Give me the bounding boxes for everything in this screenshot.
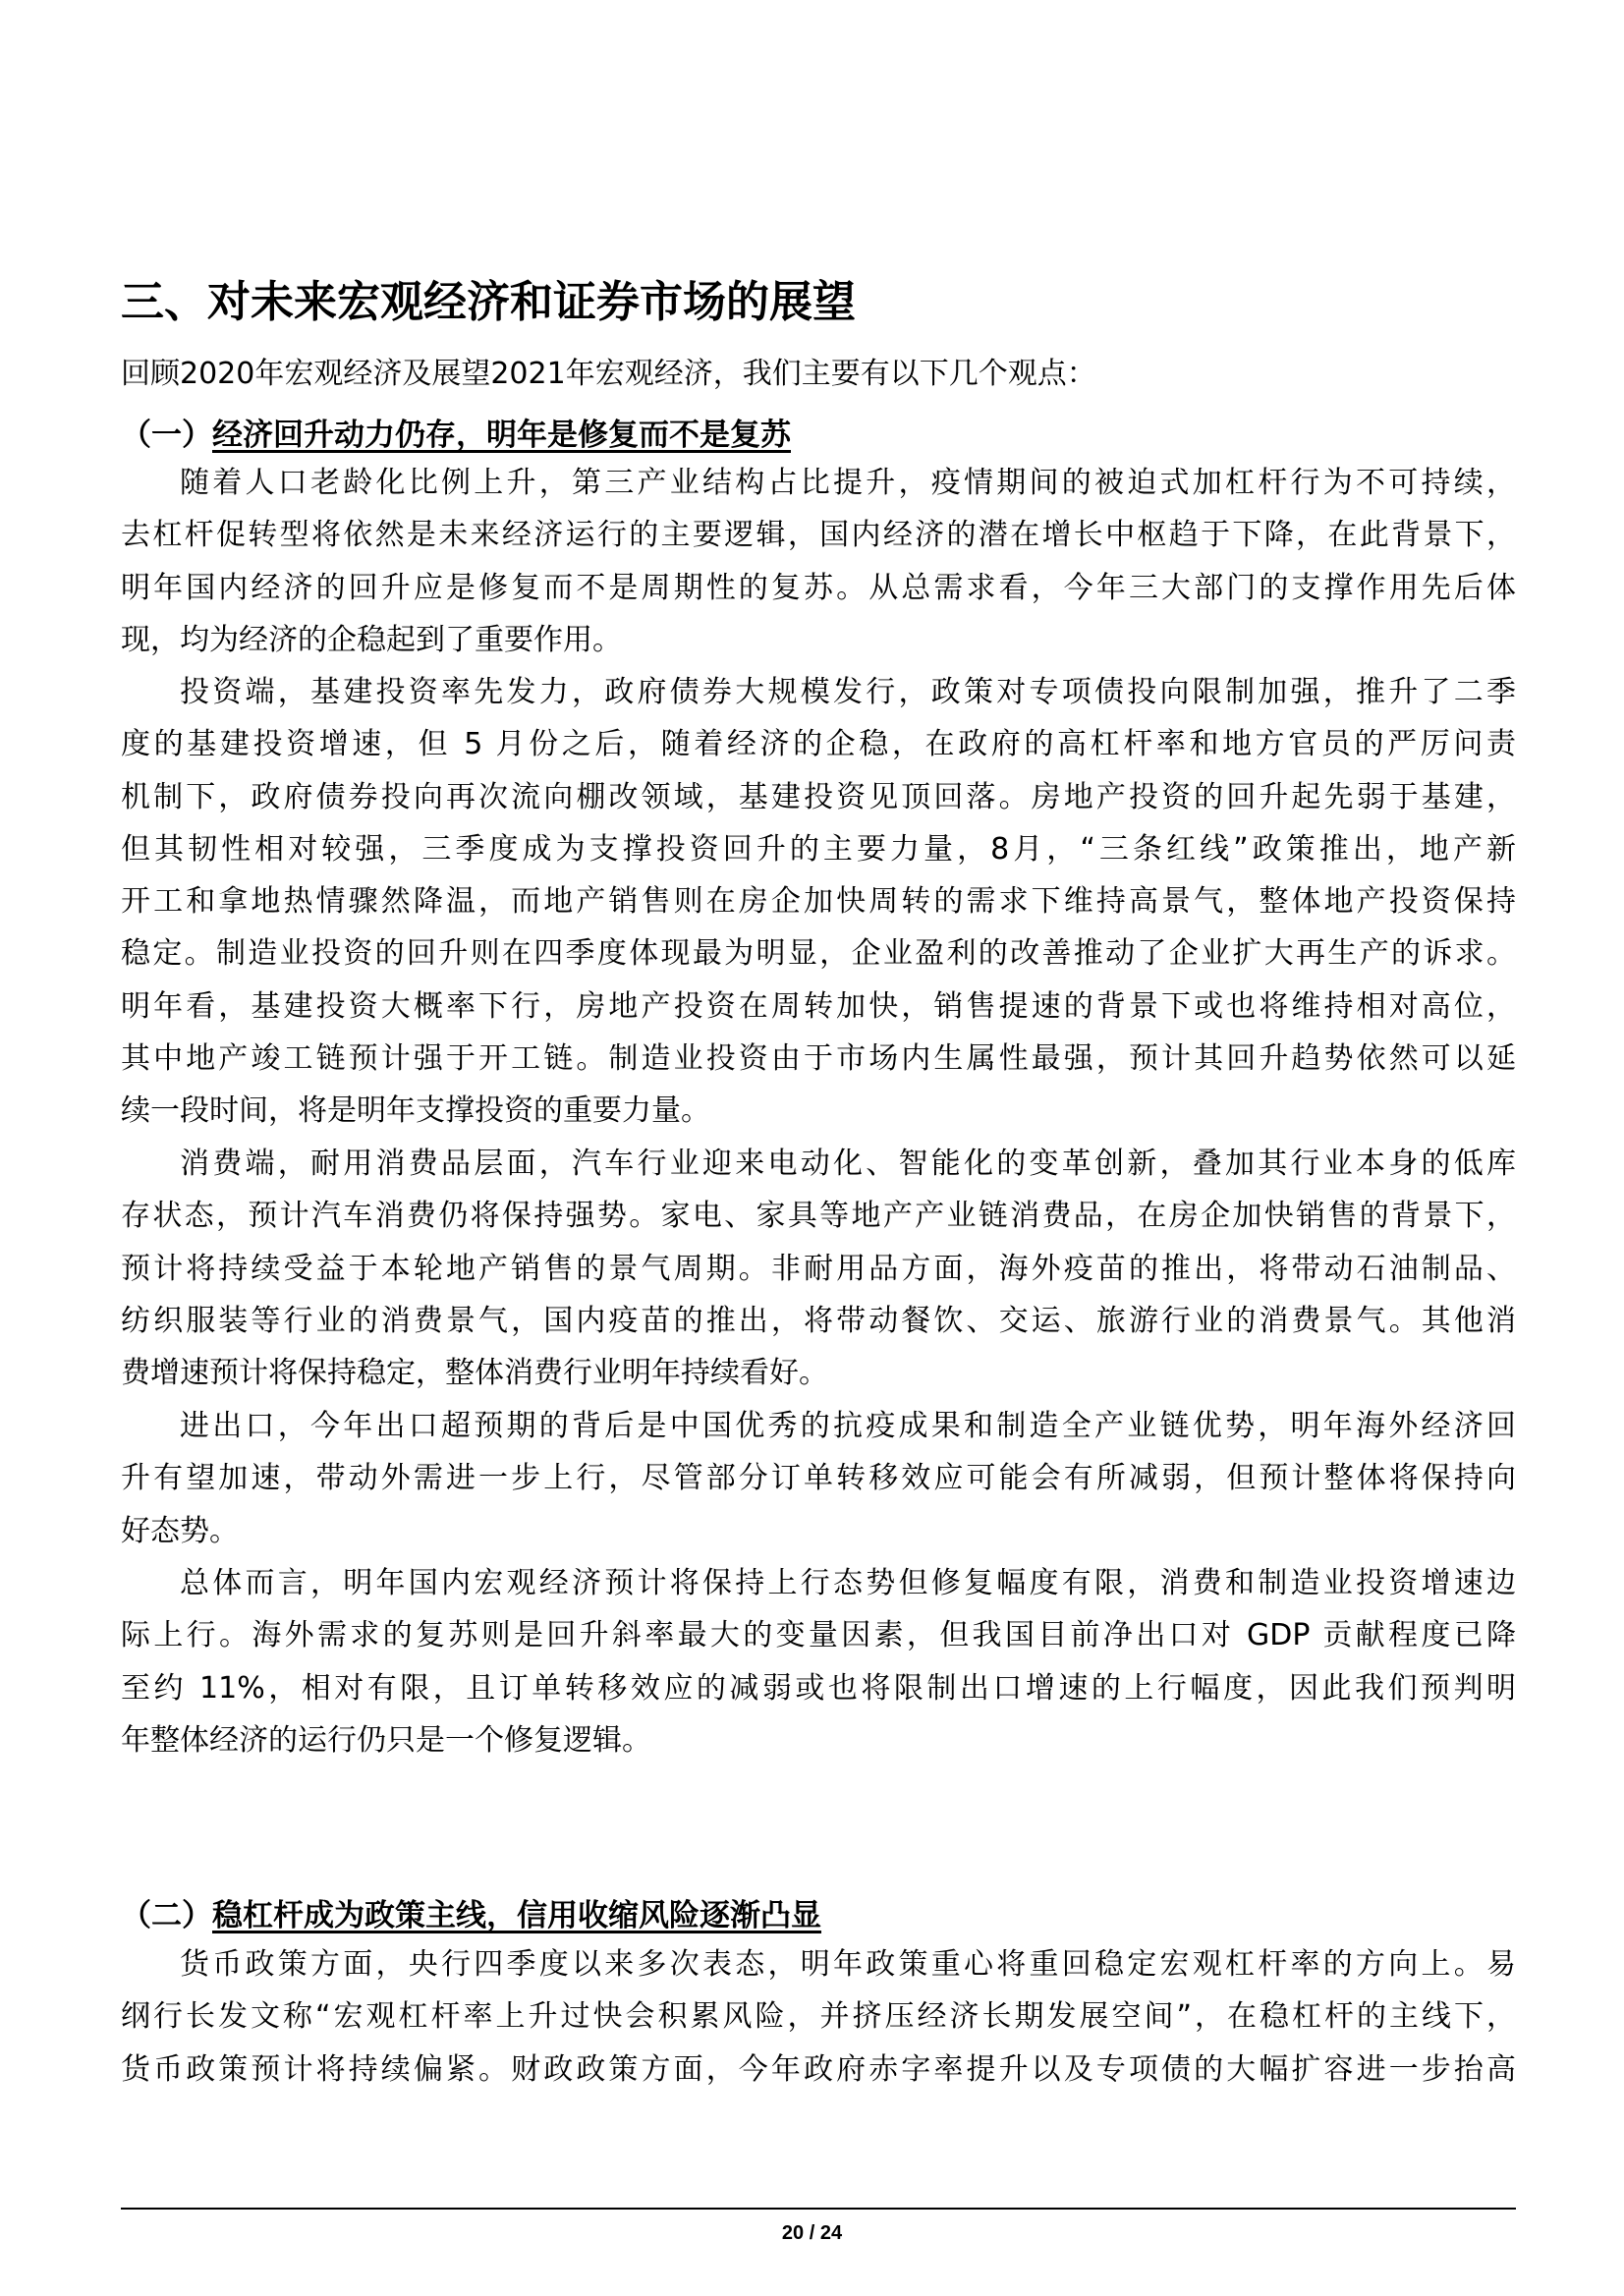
section-title: 三、对未来宏观经济和证券市场的展望 [121,277,856,327]
paragraph-line: 总体而言，明年国内宏观经济预计将保持上行态势但修复幅度有限，消费和制造业投资增速边 [180,1566,1516,1600]
paragraph-line: 现，均为经济的企稳起到了重要作用。 [121,622,622,657]
footer-divider [121,2208,1516,2210]
subsection-number: （一） [121,418,212,453]
paragraph-line: 货币政策方面，央行四季度以来多次表态，明年政策重心将重回稳定宏观杠杆率的方向上。易 [180,1947,1516,1982]
paragraph-line: 纲行长发文称“宏观杠杆率上升过快会积累风险，并挤压经济长期发展空间”，在稳杠杆的主线下， [121,1999,1516,2035]
paragraph-line: 去杠杆促转型将依然是未来经济运行的主要逻辑，国内经济的潜在增长中枢趋于下降，在此背景下， [121,518,1516,553]
paragraph-line: 续一段时间，将是明年支撑投资的重要力量。 [121,1093,710,1129]
paragraph-line: 年整体经济的运行仍只是一个修复逻辑。 [121,1722,651,1758]
subsection-title: 稳杠杆成为政策主线，信用收缩风险逐渐凸显 [212,1898,821,1933]
paragraph-line: 际上行。海外需求的复苏则是回升斜率最大的变量因素，但我国目前净出口对 GDP 贡献程度已降 [121,1618,1516,1653]
paragraph-line: 至约 11%，相对有限，且订单转移效应的减弱或也将限制出口增速的上行幅度，因此我们预判明 [121,1670,1516,1706]
subsection-number: （二） [121,1898,212,1933]
paragraph-line: 货币政策预计将持续偏紧。财政政策方面，今年政府赤字率提升以及专项债的大幅扩容进一步抬高 [121,2051,1516,2087]
paragraph-line: 明年看，基建投资大概率下行，房地产投资在周转加快，销售提速的背景下或也将维持相对高位， [121,988,1516,1024]
paragraph-1 [121,457,1516,666]
paragraph-5 [121,1557,1516,1766]
paragraph-line: 费增速预计将保持稳定，整体消费行业明年持续看好。 [121,1356,828,1391]
paragraph-4 [121,1400,1516,1557]
paragraph-line: 投资端，基建投资率先发力，政府债券大规模发行，政策对专项债投向限制加强，推升了二季 [180,675,1516,709]
paragraph-line: 升有望加速，带动外需进一步上行，尽管部分订单转移效应可能会有所减弱，但预计整体将保持向 [121,1461,1516,1496]
paragraph-2 [121,666,1516,1138]
paragraph-line: 机制下，政府债券投向再次流向棚改领域，基建投资见顶回落。房地产投资的回升起先弱于基建， [121,779,1516,814]
subsection-title: 经济回升动力仍存，明年是修复而不是复苏 [212,418,791,453]
subsection-heading-2 [121,1893,1516,1938]
paragraph-line: 度的基建投资增速，但 5 月份之后，随着经济的企稳，在政府的高杠杆率和地方官员的严厉问责 [121,727,1516,762]
paragraph-line: 明年国内经济的回升应是修复而不是周期性的复苏。从总需求看，今年三大部门的支撑作用先后体 [121,570,1516,605]
subsection-heading-1 [121,413,1516,458]
paragraph-line: 进出口，今年出口超预期的背后是中国优秀的抗疫成果和制造全产业链优势，明年海外经济回 [180,1409,1516,1443]
paragraph-3 [121,1138,1516,1399]
paragraph-line: 预计将持续受益于本轮地产销售的景气周期。非耐用品方面，海外疫苗的推出，将带动石油制品、 [121,1251,1516,1286]
paragraph-line: 开工和拿地热情骤然降温，而地产销售则在房企加快周转的需求下维持高景气，整体地产投资保持 [121,884,1516,920]
paragraph-line: 随着人口老龄化比例上升，第三产业结构占比提升，疫情期间的被迫式加杠杆行为不可持续， [180,466,1516,500]
page-number: 20 / 24 [781,2222,843,2244]
paragraph-line: 稳定。制造业投资的回升则在四季度体现最为明显，企业盈利的改善推动了企业扩大再生产的诉求。 [121,936,1516,972]
paragraph-line: 纺织服装等行业的消费景气，国内疫苗的推出，将带动餐饮、交运、旅游行业的消费景气。其他消 [121,1303,1516,1338]
paragraph-line: 好态势。 [121,1513,239,1548]
paragraph-line: 但其韧性相对较强，三季度成为支撑投资回升的主要力量，8月，“三条红线”政策推出，地产新 [121,831,1516,867]
section-intro: 回顾2020年宏观经济及展望2021年宏观经济，我们主要有以下几个观点： [121,357,1096,391]
paragraph-line: 存状态，预计汽车消费仍将保持强势。家电、家具等地产产业链消费品，在房企加快销售的背景下， [121,1199,1516,1234]
paragraph-line: 其中地产竣工链预计强于开工链。制造业投资由于市场内生属性最强，预计其回升趋势依然可以延 [121,1041,1516,1077]
paragraph-6 [121,1938,1516,2096]
paragraph-line: 消费端，耐用消费品层面，汽车行业迎来电动化、智能化的变革创新，叠加其行业本身的低库 [180,1147,1516,1181]
